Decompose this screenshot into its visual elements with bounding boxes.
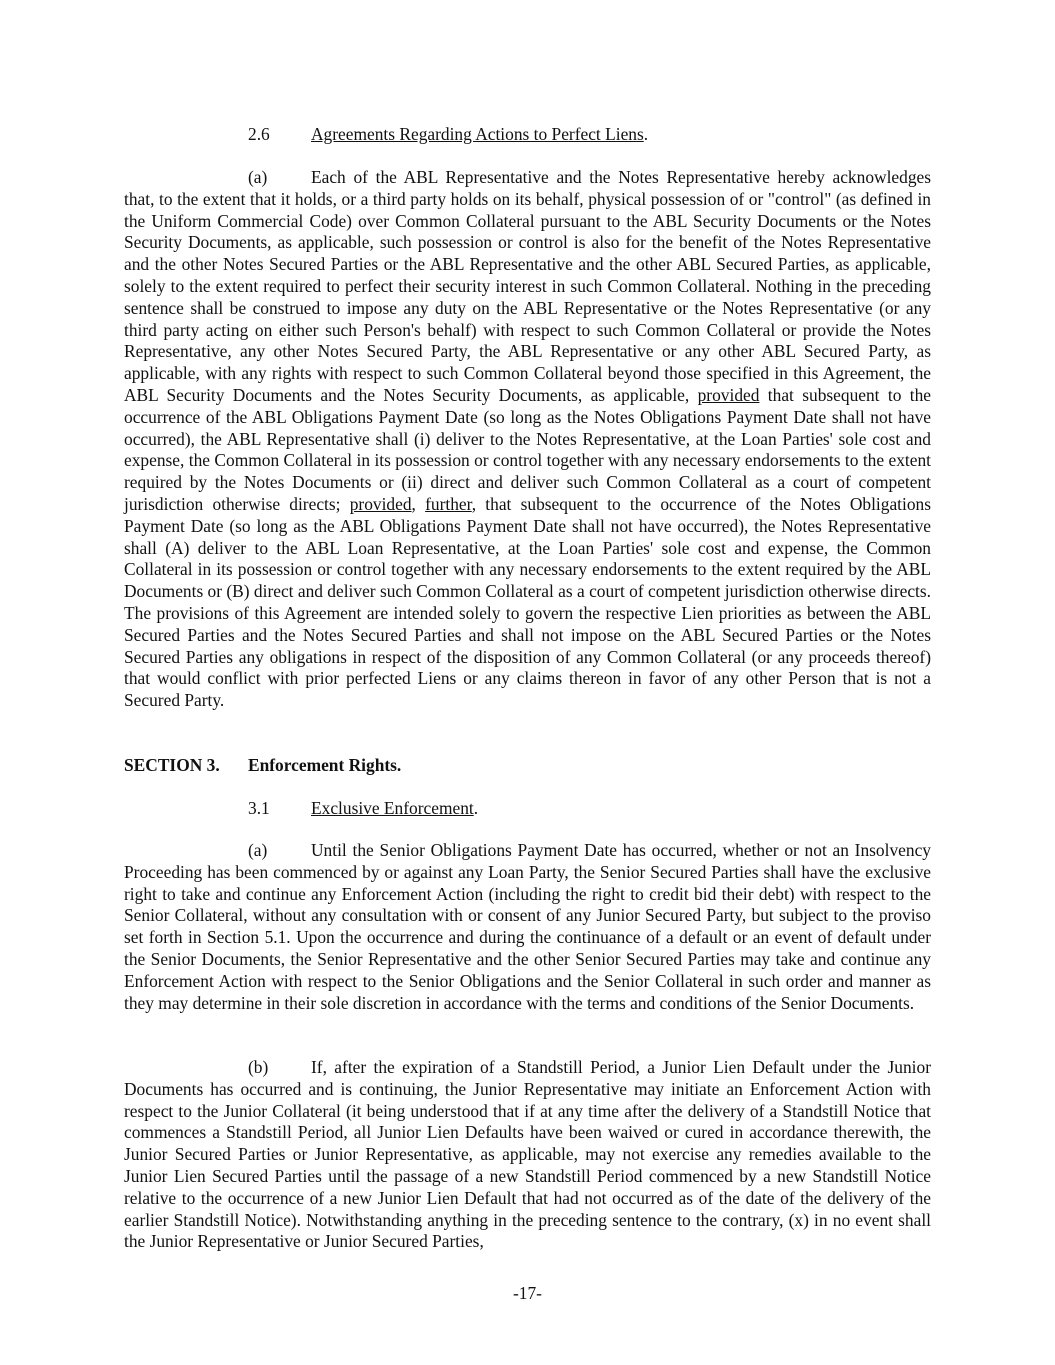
page-number: -17- [513, 1283, 542, 1303]
provided-term: provided [349, 493, 412, 514]
provided-term: provided [697, 384, 760, 405]
section-2-6-title: Agreements Regarding Actions to Perfect Liens [311, 124, 644, 144]
paragraph-3-1-a-text: Until the Senior Obligations Payment Date has occurred, whether or not an Insolvency Proceeding has been commenced by or against any Loan Party, the Senior Secured Parties shall have the exclusive right to take and continue any Enforcement Action (including the right to credit bid their debt) with respect to the Senior Collateral, without any consultation with or consent of any Junior Secured Party, but subject to the proviso set forth in Section 5.1. Upon the occurrence and during the continuance of a default or an event of default under the Senior Documents, the Senior Representative and the other Senior Secured Parties may take and continue any Enforcement Action with respect to the Senior Obligations and the Senior Collateral in such order and manner as they may determine in their sole discretion in accordance with the terms and conditions of the Senior Documents. [124, 840, 931, 1013]
paragraph-3-1-a-label: (a) [248, 840, 268, 860]
section-3-1-title: Exclusive Enforcement [311, 798, 474, 818]
paragraph-3-1-b-text: If, after the expiration of a Standstill Period, a Junior Lien Default under the Junior Documents has occurred and is continuing, the Junior Representative may initiate an Enforcement Action with respect to the Junior Collateral (it being understood that if at any time after the delivery of a Standstill Notice that commences a Standstill Period, all Junior Lien Defaults have been waived or cured in accordance therewith, the Junior Secured Parties or Junior Representative, as applicable, may not exercise any remedies available to the Junior Lien Secured Parties until the passage of a new Standstill Period commenced by a new Standstill Notice relative to the occurrence of a new Junior Lien Default that had not occurred as of the date of the delivery of the earlier Standstill Notice). Notwithstanding anything in the preceding sentence to the contrary, (x) in no event shall the Junior Representative or Junior Secured Parties, [124, 1057, 931, 1252]
paragraph-2-6-a-label: (a) [248, 167, 268, 187]
section-3-number: SECTION 3. [124, 755, 220, 775]
paragraph-3-1-a [124, 840, 931, 1014]
section-3-1-number: 3.1 [248, 798, 270, 818]
section-2-6-heading: 2.6 Agreements Regarding Actions to Perfect Liens. [248, 124, 649, 144]
further-term: further [425, 493, 472, 514]
paragraph-2-6-a: (a) Each of the ABL Representative and the Notes Representative hereby acknowledges that, to the extent that it holds, or a third party holds on its behalf, physical possession of or "control" (as defined in the Uniform Commercial Code) over Common Collateral pursuant to the ABL Security Documents or the Notes Security Documents, as applicable, such possession or control is also for the benefit of the Notes Representative and the other Notes Secured Parties or the ABL Representative and the other ABL Secured Parties, as applicable, solely to the extent required to perfect their security interest in such Common Collateral. Nothing in the preceding sentence shall be construed to impose any duty on the ABL Representative or the Notes Representative (or any third party acting on either such Person's behalf) with respect to such Common Collateral or provide the Notes Representative, any other Notes Secured Party, the ABL Representative or any other ABL Secured Party, as applicable, with any rights with respect to such Common Collateral beyond those specified in this Agreement, the ABL Security Documents and the Notes Security Documents, as applicable, provided that subsequent to the occurrence of the ABL Obligations Payment Date (so long as the Notes Obligations Payment Date shall not have occurred), the ABL Representative shall (i) deliver to the Notes Representative, at the Loan Parties' sole cost and expense, the Common Collateral in its possession or control together with any necessary endorsements to the extent required by the Notes Documents or (ii) direct and deliver such Common Collateral as a court of competent jurisdiction otherwise directs; provided, further, that subsequent to the occurrence of the Notes Obligations Payment Date (so long as the ABL Obligations Payment Date shall not have occurred), the Notes Representative shall (A) deliver to the ABL Loan Representative, at the Loan Parties' sole cost and expense, the Common Collateral in its possession or control together with any necessary endorsements to the extent required by the ABL Documents or (B) direct and deliver such Common Collateral as a court of competent jurisdiction otherwise directs. The provisions of this Agreement are intended solely to govern the respective Lien priorities as between the ABL Secured Parties and the Notes Secured Parties and shall not impose on the ABL Secured Parties or the Notes Secured Parties any obligations in respect of the disposition of any Common Collateral (or any proceeds thereof) that would conflict with prior perfected Liens or any claims thereon in favor of any other Person that is not a Secured Party. [124, 167, 931, 711]
section-2-6-number: 2.6 [248, 124, 270, 144]
section-3-1-heading: 3.1 Exclusive Enforcement. [248, 798, 479, 818]
paragraph-3-1-b [124, 1057, 931, 1253]
paragraph-3-1-b-label: (b) [248, 1057, 269, 1077]
section-3-title: Enforcement Rights. [248, 755, 402, 775]
section-3-heading [124, 755, 931, 777]
